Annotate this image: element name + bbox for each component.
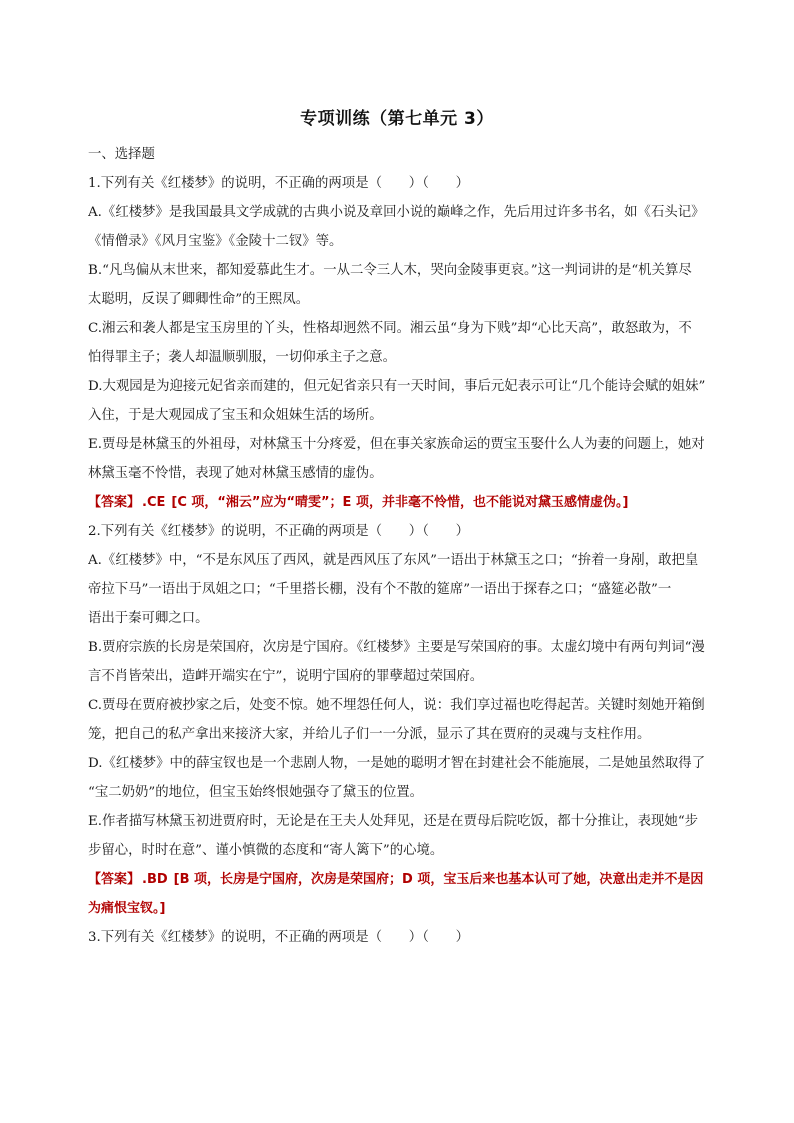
answer-explanation: [C 项，“湘云”应为“晴雯”；E 项，并非毫不怜惜，也不能说对黛玉感情虚伪。]: [171, 495, 629, 510]
answer-value: .BD: [142, 872, 168, 887]
option-text-line: 言不肖皆荣出，造衅开端实在宁”，说明宁国府的罪孽超过荣国府。: [88, 669, 484, 684]
option-text-line: 语出于秦可卿之口。: [88, 611, 209, 626]
option-text-line: D.大观园是为迎接元妃省亲而建的，但元妃省亲只有一天时间，事后元妃表示可让“几个能诗会赋的姐妹”: [88, 379, 706, 394]
option-text-line: A.《红楼梦》中，“不是东风压了西风，就是西风压了东风”一语出于林黛玉之口；“拚着一身剐，敢把皇: [88, 553, 699, 568]
option-text-line: 帝拉下马”一语出于凤姐之口；“千里搭长棚，没有个不散的筵席”一语出于探春之口；“盛筵必散”一: [88, 582, 672, 597]
option-text-line: E.贾母是林黛玉的外祖母，对林黛玉十分疼爱，但在事关家族命运的贾宝玉娶什么人为妻的问题上，她对: [88, 437, 705, 452]
answer-value: .CE: [142, 495, 166, 510]
option-text-line: D.《红楼梦》中的薛宝钗也是一个悲剧人物，一是她的聪明才智在封建社会不能施展，二是她虽然取得了: [88, 756, 706, 771]
option-text-line: “宝二奶奶”的地位，但宝玉始终恨她强夺了黛玉的位置。: [88, 785, 424, 800]
option-text-line: 笼，把自己的私产拿出来接济大家，并给儿子们一一分派，显示了其在贾府的灵魂与支柱作用。: [88, 727, 651, 742]
option-text-line: 步留心，时时在意”、谨小慎微的态度和“寄人篱下”的心境。: [88, 843, 444, 858]
section-heading: 一、选择题: [88, 147, 155, 162]
option-text-line: C.湘云和袭人都是宝玉房里的丫头，性格却迥然不同。湘云虽“身为下贱”却“心比天高”，敢怒敢为，不: [88, 321, 692, 336]
option-text-line: 林黛玉毫不怜惜，表现了她对林黛玉感情的虚伪。: [88, 466, 383, 481]
document-body: [88, 140, 710, 952]
question-stem: 2.下列有关《红楼梦》的说明，不正确的两项是（ ）（ ）: [88, 524, 470, 539]
option-text-line: C.贾母在贾府被抄家之后，处变不惊。她不埋怨任何人，说：我们享过福也吃得起苦。关键时刻她开箱倒: [88, 698, 705, 713]
option-text-line: 入住，于是大观园成了宝玉和众姐妹生活的场所。: [88, 408, 383, 423]
answer-line: [88, 865, 710, 894]
question-lines: [88, 169, 710, 952]
option-text-line: 太聪明，反误了卿卿性命”的王熙凤。: [88, 292, 310, 307]
option-text-line: 怕得罪主子；袭人却温顺驯服，一切仰承主子之意。: [88, 350, 396, 365]
answer-tag: 【答案】: [88, 495, 141, 510]
question-stem: 3.下列有关《红楼梦》的说明，不正确的两项是（ ）（ ）: [88, 930, 470, 945]
option-text-line: B.“凡鸟偏从末世来，都知爱慕此生才。一从二令三人木，哭向金陵事更哀。”这一判词讲的是“机关算尽: [88, 263, 692, 278]
answer-tag: 【答案】: [88, 872, 141, 887]
option-text-line: A.《红楼梦》是我国最具文学成就的古典小说及章回小说的巅峰之作，先后用过许多书名，如《石头记》: [88, 205, 705, 220]
answer-explanation: [B 项，长房是宁国府，次房是荣国府；D 项，宝玉后来也基本认可了她，决意出走并不是因: [173, 872, 704, 887]
answer-explanation-continued: 为痛恨宝钗。]: [88, 901, 166, 916]
answer-line: [88, 488, 710, 517]
question-stem: 1.下列有关《红楼梦》的说明，不正确的两项是（ ）（ ）: [88, 176, 470, 191]
option-text-line: 《情僧录》《风月宝鉴》《金陵十二钗》等。: [88, 234, 343, 249]
option-text-line: B.贾府宗族的长房是荣国府，次房是宁国府。《红楼梦》主要是写荣国府的事。太虚幻境中有两句判词“漫: [88, 640, 705, 655]
page-title: 专项训练（第七单元 3）: [300, 109, 494, 129]
option-text-line: E.作者描写林黛玉初进贾府时，无论是在王夫人处拜见，还是在贾母后院吃饭，都十分推让，表现她“步: [88, 814, 699, 829]
